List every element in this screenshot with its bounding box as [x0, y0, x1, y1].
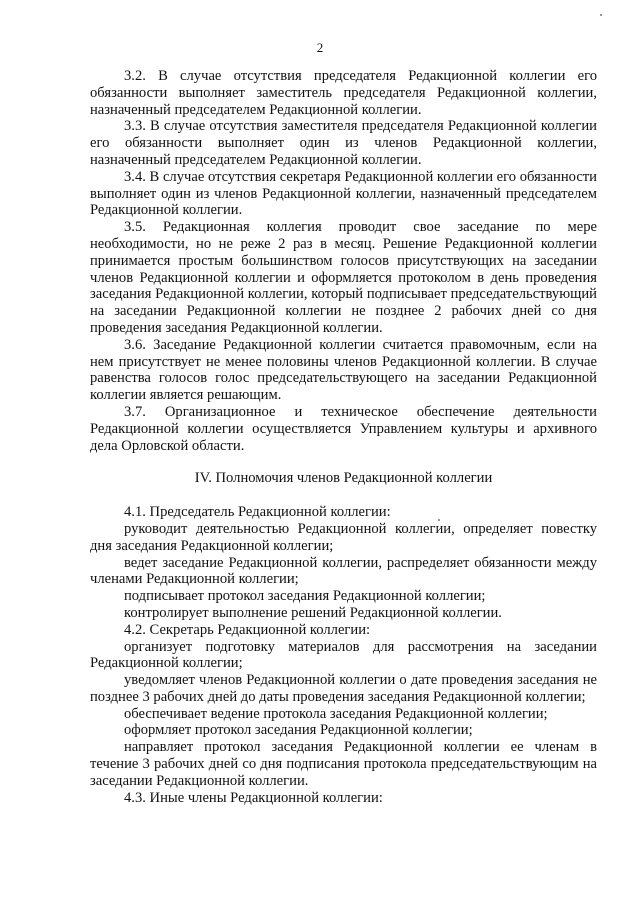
paragraph-3-7: 3.7. Организационное и техническое обеспечение деятельности Редакционной коллегии осуществляется Управлением культуры и архивного дела Орловской области. — [90, 403, 597, 454]
list-item: обеспечивает ведение протокола заседания Редакционной коллегии; — [124, 705, 548, 722]
paragraph-4-3: 4.3. Иные члены Редакционной коллегии: — [124, 789, 383, 806]
paragraph-3-4: 3.4. В случае отсутствия секретаря Редакционной коллегии его обязанности выполняет один из членов Редакционной коллегии, назначенный председателем Редакционной коллегии. — [90, 168, 597, 219]
list-item: руководит деятельностью Редакционной коллегии, определяет повестку дня заседания Редакционной коллегии; — [90, 520, 597, 554]
paragraph-4-1: 4.1. Председатель Редакционной коллегии: — [124, 504, 391, 521]
paragraph-3-3: 3.3. В случае отсутствия заместителя председателя Редакционной коллегии его обязанности выполняет один из членов Редакционной коллегии, назначенный председателем Редакционной коллегии. — [90, 118, 597, 168]
scan-speck — [600, 14, 602, 16]
list-item: оформляет протокол заседания Редакционной коллегии; — [124, 722, 473, 739]
paragraph-4-2: 4.2. Секретарь Редакционной коллегии: — [124, 621, 371, 638]
list-item: организует подготовку материалов для рассмотрения на заседании Редакционной коллегии; — [90, 638, 597, 672]
list-item: уведомляет членов Редакционной коллегии о дате проведения заседания не позднее 3 рабочих дней до даты проведения заседания Редакционной коллегии; — [90, 672, 597, 705]
document-body — [90, 68, 597, 806]
list-item: ведет заседание Редакционной коллегии, распределяет обязанности между членами Редакционной коллегии; — [90, 554, 597, 588]
list-item: подписывает протокол заседания Редакционной коллегии; — [124, 588, 486, 605]
section-heading: IV. Полномочия членов Редакционной коллегии — [194, 470, 493, 487]
paragraph-3-2: 3.2. В случае отсутствия председателя Редакционной коллегии его обязанности выполняет заместитель председателя Редакционной коллегии, назначенный председателем Редакционной коллегии. — [90, 68, 597, 118]
paragraph-3-5: 3.5. Редакционная коллегия проводит свое заседание по мере необходимости, но не реже 2 раз в месяц. Решение Редакционной коллегии принимается простым большинством голосов присутствующих на заседании членов Редакционной коллегии и оформляется протоколом в день проведения заседания Редакционной коллегии, который подписывает председательствующий на заседании Редакционной коллегии не позднее 2 рабочих дней со дня проведения заседания Редакционной коллегии. — [90, 219, 597, 336]
paragraph-3-6: 3.6. Заседание Редакционной коллегии считается правомочным, если на нем присутствует не менее половины членов Редакционной коллегии. В случае равенства голосов голос председательствующего на заседании Редакционной коллегии является решающим. — [90, 336, 597, 404]
list-item: направляет протокол заседания Редакционной коллегии ее членам в течение 3 рабочих дней со дня подписания протокола председательствующим на заседании Редакционной коллегии. — [90, 739, 597, 789]
page-number: 2 — [316, 40, 324, 55]
list-item: контролирует выполнение решений Редакционной коллегии. — [124, 604, 502, 621]
